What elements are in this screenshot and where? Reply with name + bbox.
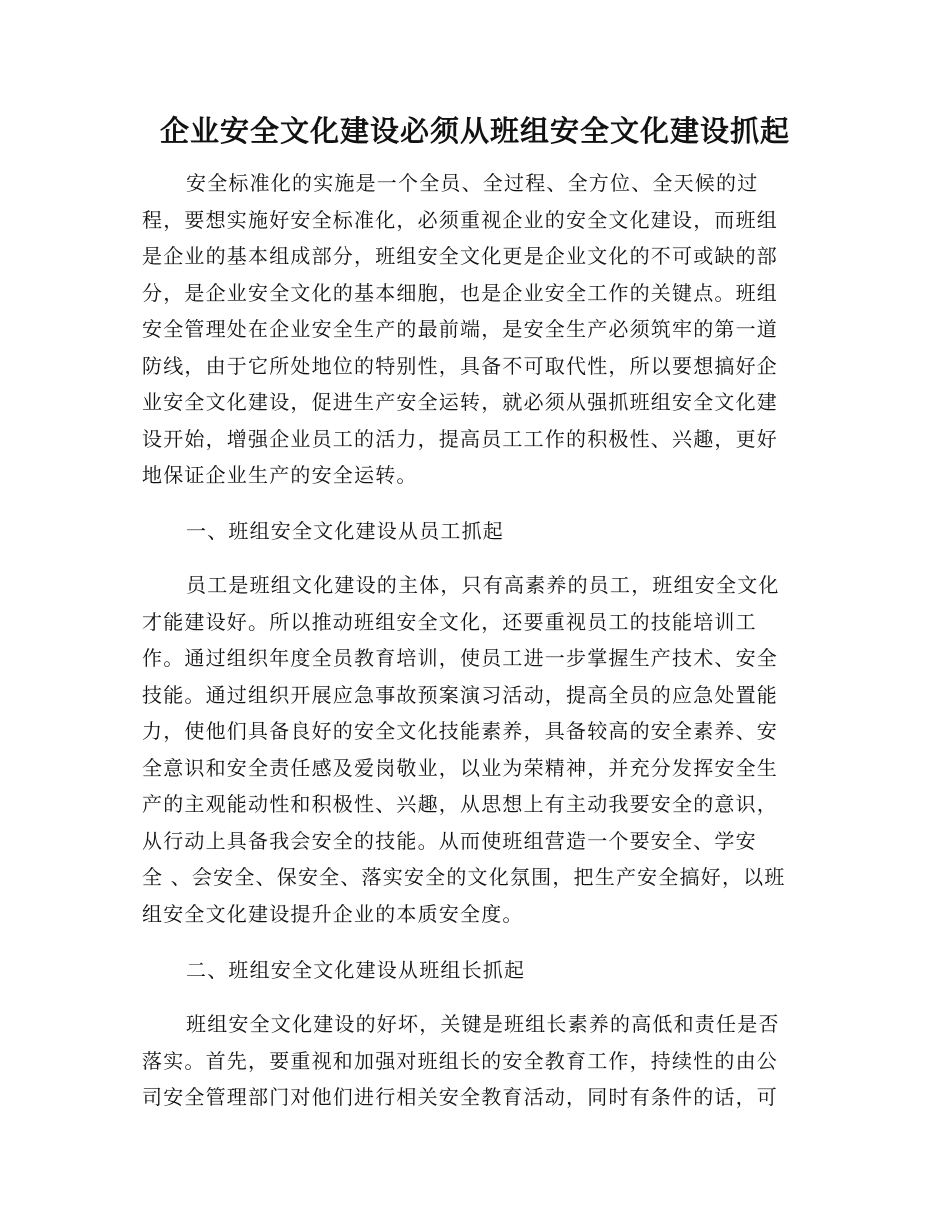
paragraph-line: 产的主观能动性和积极性、兴趣，从思想上有主动我要安全的意识， — [142, 792, 778, 816]
paragraph-line: 组安全文化建设提升企业的本质安全度。 — [142, 901, 524, 926]
paragraph-line: 技能。通过组织开展应急事故预案演习活动，提高全员的应急处置能 — [142, 682, 778, 707]
paragraph-line: 从行动上具备我会安全的技能。从而使班组营造一个要安全、学安 — [142, 828, 757, 853]
paragraph-team-leaders — [142, 1006, 810, 1116]
paragraph-employees — [142, 567, 810, 932]
paragraph-line: 业安全文化建设，促进生产安全运转，就必须从强抓班组安全文化建 — [142, 390, 778, 414]
paragraph-line: 地保证企业生产的安全运转。 — [142, 463, 418, 487]
paragraph-line: 防线，由于它所处地位的特别性，具备不可取代性，所以要想搞好企 — [142, 353, 778, 378]
paragraph-line: 全意识和安全责任感及爱岗敬业，以业为荣精神，并充分发挥安全生 — [142, 755, 778, 780]
section-heading-text: 二、班组安全文化建设从班组长抓起 — [186, 958, 526, 982]
section-heading-1 — [142, 513, 810, 549]
paragraph-line: 落实。首先，要重视和加强对班组长的安全教育工作，持续性的由公 — [142, 1048, 778, 1073]
paragraph-line: 设开始，增强企业员工的活力，提高员工工作的积极性、兴趣，更好 — [142, 426, 778, 451]
paragraph-line: 安全管理处在企业安全生产的最前端，是安全生产必须筑牢的第一道 — [142, 317, 778, 341]
section-heading-2 — [142, 952, 810, 988]
section-heading-text: 一、班组安全文化建设从员工抓起 — [186, 519, 504, 543]
paragraph-line: 是企业的基本组成部分，班组安全文化更是企业文化的不可或缺的部 — [142, 244, 778, 268]
paragraph-line: 安全标准化的实施是一个全员、全过程、全方位、全天候的过 — [186, 171, 759, 195]
paragraph-line: 司安全管理部门对他们进行相关安全教育活动，同时有条件的话，可 — [142, 1085, 778, 1109]
paragraph-line: 作。通过组织年度全员教育培训，使员工进一步掌握生产技术、安全 — [142, 646, 778, 670]
paragraph-line: 班组安全文化建设的好坏，关键是班组长素养的高低和责任是否 — [186, 1012, 780, 1036]
paragraph-intro — [142, 165, 810, 494]
paragraph-line: 才能建设好。所以推动班组安全文化，还要重视员工的技能培训工 — [142, 609, 757, 634]
paragraph-line: 全 、会安全、保安全、落实安全的文化氛围，把生产安全搞好，以班 — [142, 865, 786, 889]
document-title: 企业安全文化建设必须从班组安全文化建设抓起 — [159, 114, 790, 148]
paragraph-line: 力，使他们具备良好的安全文化技能素养，具备较高的安全素养、安 — [142, 719, 778, 743]
paragraph-line: 分，是企业安全文化的基本细胞，也是企业安全工作的关键点。班组 — [142, 280, 778, 305]
paragraph-line: 员工是班组文化建设的主体，只有高素养的员工，班组安全文化 — [186, 573, 780, 597]
paragraph-line: 程，要想实施好安全标准化，必须重视企业的安全文化建设，而班组 — [142, 207, 778, 232]
